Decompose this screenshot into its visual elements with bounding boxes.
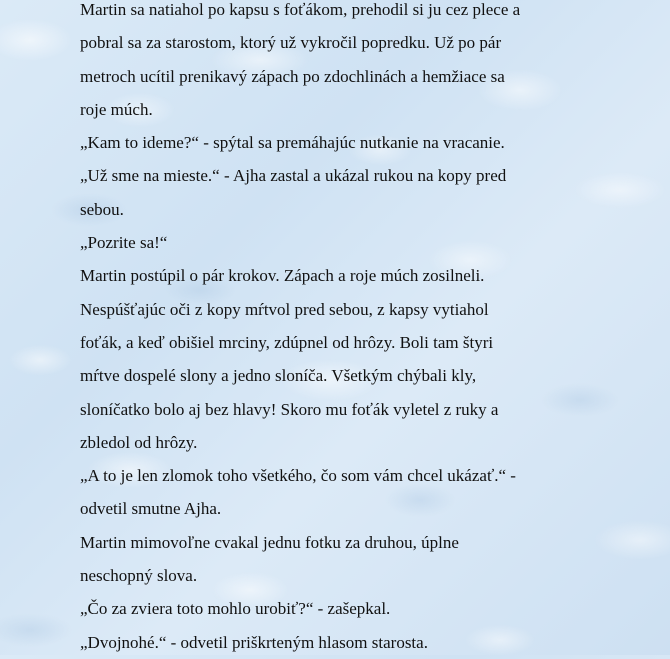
text-line: roje múch. — [80, 99, 153, 119]
text-line: Martin sa natiahol po kapsu s foťákom, prehodil si ju cez plece a — [80, 0, 521, 19]
text-line: neschopný slova. — [80, 566, 198, 586]
text-line: sebou. — [80, 199, 124, 219]
story-text — [80, 0, 580, 659]
text-line: mŕtve dospelé slony a jedno sloníča. Všetkým chýbali kly, — [80, 366, 477, 386]
text-line: „Pozrite sa!“ — [80, 233, 168, 253]
text-line: „A to je len zlomok toho všetkého, čo som vám chcel ukázať.“ - — [80, 466, 516, 486]
text-line: „Dvojnohé.“ - odvetil priškrteným hlasom starosta. — [80, 632, 428, 652]
text-line: sloníčatko bolo aj bez hlavy! Skoro mu foťák vyletel z ruky a — [80, 399, 499, 419]
text-line: pobral sa za starostom, ktorý už vykročil popredku. Už po pár — [80, 33, 502, 53]
text-line: „Kam to ideme?“ - spýtal sa premáhajúc nutkanie na vracanie. — [80, 133, 505, 153]
text-line: „Čo za zviera toto mohlo urobiť?“ - zašepkal. — [80, 599, 391, 619]
text-line: foťák, a keď obišiel mrciny, zdúpnel od hrôzy. Boli tam štyri — [80, 332, 494, 352]
text-line: Martin mimovoľne cvakal jednu fotku za druhou, úplne — [80, 532, 459, 552]
text-line: odvetil smutne Ajha. — [80, 499, 222, 519]
text-line: zbledol od hrôzy. — [80, 432, 198, 452]
text-line: Martin postúpil o pár krokov. Zápach a roje múch zosilneli. — [80, 266, 485, 286]
text-line: „Už sme na mieste.“ - Ajha zastal a ukázal rukou na kopy pred — [80, 166, 507, 186]
text-line: Nespúšťajúc oči z kopy mŕtvol pred sebou, z kapsy vytiahol — [80, 299, 489, 319]
text-line: metroch ucítil prenikavý zápach po zdochlinách a hemžiace sa — [80, 66, 505, 86]
